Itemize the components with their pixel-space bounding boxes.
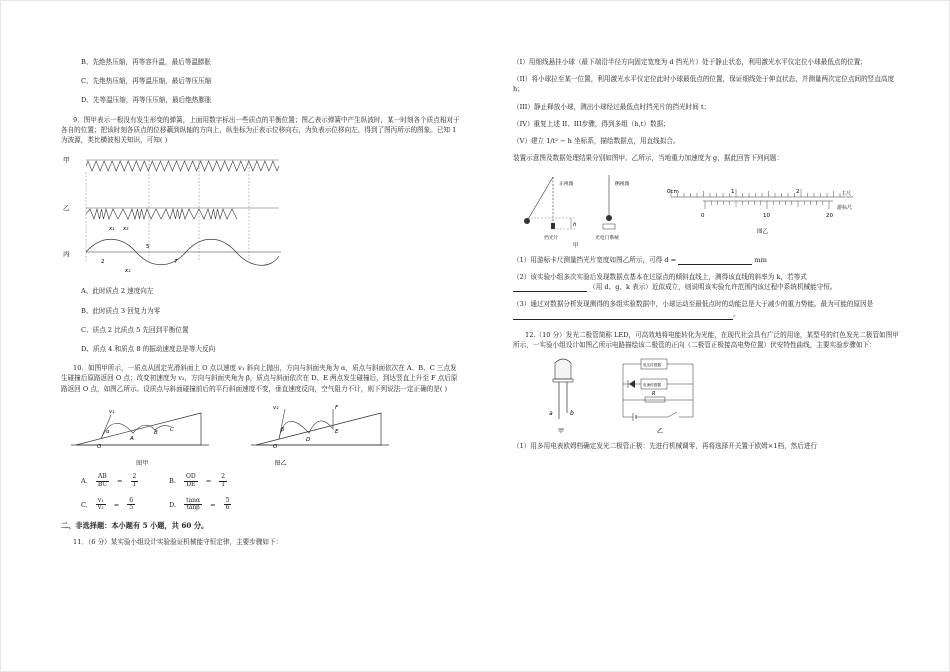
q10-caption-yi: 图乙 bbox=[274, 459, 287, 467]
q11-step-1: （I）用细线悬挂小球（最下端沿半径方向固定宽度为 d 挡光片）处于静止状态，利用激光水平仪定位小球最低点的位置； bbox=[513, 58, 867, 66]
q12-circuit-figure bbox=[613, 357, 713, 437]
circuit-caption: 乙 bbox=[657, 428, 664, 436]
q10-stem: 10．如图甲所示，一质点从固定光滑斜面上 O 点以速度 v₁ 斜向上抛出，方向与斜面夹角为 α，质点与斜面依次在 A、B、C 三点发生碰撞后原路返回 O 点；改变初速度为 v₂，方向与斜面夹角为 β，质点与斜面依次在 D、E 两点发生碰撞后，到达竖直上升至 F 点后原路返回 O 点，如图乙所示。设质点与斜面碰撞前后的平行斜面速度不变，垂直速度反向，空气阻力不计，则下列说法一定正确的是( ) bbox=[61, 364, 458, 393]
right-column bbox=[513, 57, 905, 458]
svg-text:O: O bbox=[273, 443, 278, 450]
led-caption: 甲 bbox=[558, 428, 565, 436]
front-view-label: 正视图 bbox=[559, 181, 574, 187]
side-view-label: 侧视图 bbox=[615, 181, 630, 187]
q11-part-1-unit: mm bbox=[754, 255, 767, 264]
q11-part-1 bbox=[513, 255, 905, 265]
q11-part-2-blank[interactable] bbox=[513, 285, 587, 292]
svg-text:C: C bbox=[170, 426, 174, 433]
q11-step-5: （V）建立 1/t² − h 坐标系，描绘数据点，用直线拟合。 bbox=[513, 137, 680, 146]
svg-text:v₁: v₁ bbox=[109, 408, 115, 415]
q11-part-3 bbox=[513, 299, 905, 319]
q10-caption-jia: 图甲 bbox=[136, 459, 149, 467]
resistor-label: R bbox=[652, 391, 656, 398]
current-sensor-label: 电流传感器 bbox=[643, 383, 661, 388]
q10-option-b: B. $\frac{OD}{DE}$ = $\frac{2}{1}$ bbox=[169, 473, 226, 488]
q11-vernier-caliper bbox=[653, 171, 873, 249]
q11-part-1-text: （1）用游标卡尺测量挡光片宽度如图乙所示，可得 d = bbox=[513, 255, 677, 264]
fig-label-jia: 甲 bbox=[573, 242, 579, 249]
q10-figures bbox=[71, 401, 461, 457]
led-label-a: a bbox=[549, 410, 553, 418]
q9-option-a: A、此时质点 2 速度向左 bbox=[81, 287, 154, 296]
svg-text:A: A bbox=[130, 435, 134, 442]
q9-option-c: C、质点 2 比质点 5 先回到平衡位置 bbox=[81, 325, 189, 334]
svg-text:v₂: v₂ bbox=[273, 404, 279, 411]
q8-option-c: C、先绝热压缩，再等温压缩，最后等压压缩 bbox=[81, 77, 212, 86]
main-tick-1: 1 bbox=[731, 188, 735, 195]
q12-part-1: （1）用多用电表欧姆档确定发光二极管正极：先进行机械调零，再将选择开关置于欧姆×1档，然后进行 bbox=[513, 442, 818, 451]
q11-part-2 bbox=[513, 272, 905, 292]
svg-text:B: B bbox=[154, 429, 158, 436]
q9-label-bing: 丙 bbox=[63, 250, 70, 259]
q9-displacement-curve bbox=[86, 240, 279, 266]
q11-step-2: （II）将小球拉至某一位置，利用激光水平仪定位此时小球最低点的位置，保证细线处于伸直状态，并测量两次定位点间的竖直高度 h； bbox=[513, 75, 895, 94]
q9-x1-label: x₁ bbox=[109, 226, 115, 233]
svg-text:F: F bbox=[335, 404, 339, 411]
vernier-scale-label: 游标尺 bbox=[837, 204, 853, 211]
q9-x3-label: x₃ bbox=[123, 226, 129, 233]
main-tick-2: 2 bbox=[796, 188, 800, 195]
q11-figures bbox=[513, 171, 905, 249]
voltage-sensor-label: 电压传感器 bbox=[643, 363, 661, 368]
q11-step-3: （III）静止释放小球，测出小球经过最低点时挡光片的挡光时间 t； bbox=[513, 102, 711, 111]
q10-figure-jia bbox=[71, 401, 211, 457]
q11-part-2-text-b: （用 d、g、k 表示）近似成立，则说明该实验允许范围内该过程中系统机械能守恒。 bbox=[589, 282, 837, 291]
q11-step-4: （IV）重复上述 II、III步骤，得到多组（h,t）数据； bbox=[513, 119, 670, 128]
q12-led-figure bbox=[543, 357, 583, 437]
label-h: h bbox=[573, 221, 577, 228]
q9-spring-figure bbox=[61, 152, 291, 282]
q11-part-1-blank[interactable] bbox=[678, 258, 752, 265]
q10-option-d: D. $\frac{\tan\alpha}{\tan\beta}$ = $\frac{5}{6}$ bbox=[169, 497, 230, 512]
q12-stem: 12.（10 分）发光二极管简称 LED，可高效地将电能转化为光能，在现代社会具有广泛的用途，某型号的红色发光二极管如图甲所示，一实验小组设计如图乙所示电路描绘该二极管的正向（二极管正极接高电势位置）伏安特性曲线，主要实验步骤如下： bbox=[513, 330, 899, 349]
q9-stem: 9．图甲表示一根没有发生形变的弹簧，上面用数字标出一些质点的平衡位置；图乙表示弹簧中产生纵波时，某一时刻各个质点相对于各自的位置；把该时刻各质点的位移藕到纵轴的方向上，纵坐标为正表示位移向右，为负表示位移向左，得到了图丙所示的图象。已知 1 为波源，类比横波相关知识，可知( ) bbox=[61, 115, 460, 145]
vernier-tick-10: 10 bbox=[763, 212, 770, 219]
led-label-b: b bbox=[570, 410, 574, 418]
main-tick-0: 0cm bbox=[667, 188, 679, 195]
section-2-heading: 二、非选择题：本小题有 5 小题，共 60 分。 bbox=[61, 520, 209, 530]
q11-part-3-end: 。 bbox=[733, 310, 740, 319]
q9-label-jia: 甲 bbox=[63, 156, 70, 165]
q11-stem: 11．（6 分）某实验小组设计实验验证机械能守恒定律，主要步骤如下： bbox=[73, 537, 283, 546]
q9-point-2: 2 bbox=[101, 259, 105, 266]
q10-option-a: A. $\frac{AB}{BC}$ = $\frac{2}{1}$ bbox=[81, 473, 137, 488]
q12-figures bbox=[543, 357, 905, 437]
main-scale-label: 主尺 bbox=[841, 190, 852, 197]
q8-option-d: D、先等温压缩，再等压压缩，最后绝热膨胀 bbox=[81, 96, 212, 105]
q9-point-7: 7 bbox=[174, 259, 178, 266]
vernier-tick-20: 20 bbox=[826, 212, 833, 219]
shutter-label: 挡光片 bbox=[544, 235, 559, 241]
q9-option-d: D、质点 4 和质点 8 的振动速度总是等大反向 bbox=[81, 344, 216, 353]
q9-point-5: 5 bbox=[146, 244, 150, 251]
q9-label-yi: 乙 bbox=[63, 204, 70, 213]
left-column bbox=[61, 57, 461, 554]
svg-text:O: O bbox=[97, 443, 102, 450]
caliper-caption: 图乙 bbox=[757, 228, 769, 235]
q10-captions bbox=[136, 459, 461, 469]
q11-apparatus-figure bbox=[513, 171, 643, 249]
q11-intro: 装置示意图及数据处理结果分别如图甲、乙所示，当地重力加速度为 g，据此回答下列问题： bbox=[513, 154, 784, 163]
q11-part-3-blank[interactable] bbox=[513, 313, 733, 320]
q11-part-2-text-a: （2）该实验小组多次实验后发现数据点基本在过原点的倾斜直线上，测得该直线的斜率为 k，若等式 bbox=[513, 272, 807, 281]
q10-option-c: C. $\frac{\text{v₁}}{\text{v₂}}$ = $\frac{6}{5}$ bbox=[81, 497, 134, 512]
spring-jia-wave bbox=[86, 161, 279, 171]
svg-text:α: α bbox=[106, 428, 110, 435]
gate-label: 光电门系统 bbox=[595, 235, 619, 241]
q10-options bbox=[61, 474, 461, 511]
q11-part-3-text: （3）通过对数据分析发现测得的多组实验数据中，小球运动至最低点时的动能总是大于减少的重力势能。最为可能的原因是 bbox=[513, 300, 874, 309]
vernier-tick-0: 0 bbox=[701, 212, 705, 219]
q10-figure-yi bbox=[251, 401, 391, 457]
svg-text:E: E bbox=[335, 428, 339, 435]
q9-x2-label: x₂ bbox=[125, 268, 131, 275]
q8-option-b: B、先绝热压缩，再等容升温，最后等温膨胀 bbox=[81, 58, 212, 66]
svg-text:β: β bbox=[281, 426, 285, 433]
q9-option-b: B、此时质点 3 回复力为零 bbox=[81, 306, 161, 315]
svg-text:D: D bbox=[306, 436, 311, 443]
spring-yi-wave bbox=[86, 209, 237, 219]
